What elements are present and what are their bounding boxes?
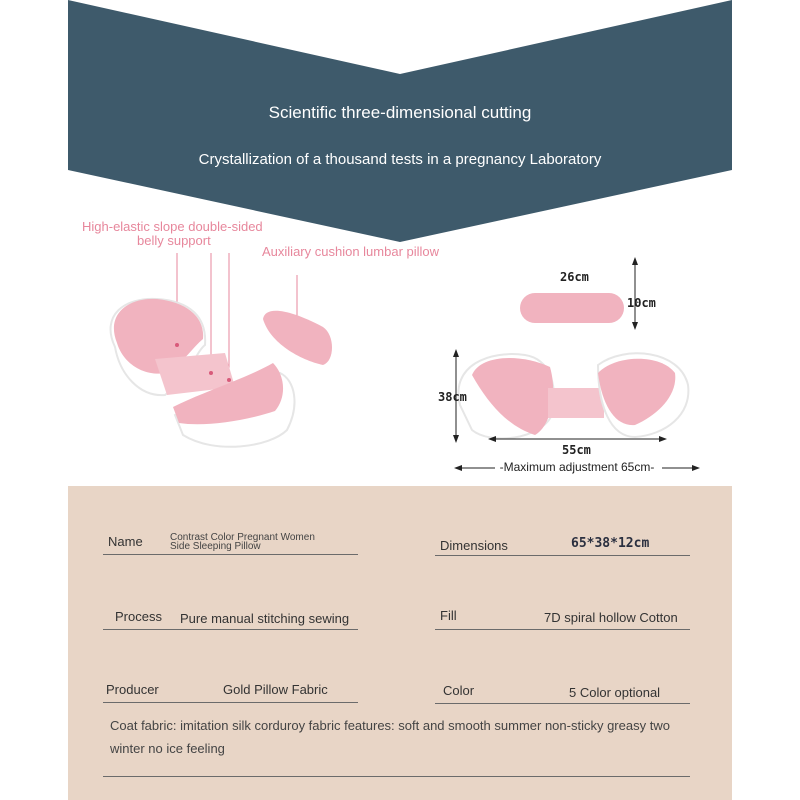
max-adjustment-label: -Maximum adjustment 65cm- — [499, 460, 655, 474]
color-value: 5 Color optional — [569, 685, 661, 700]
divider — [103, 776, 690, 777]
belly-support-annotation-line1: High-elastic slope double-sided — [82, 219, 263, 234]
name-label: Name — [108, 534, 143, 549]
fabric-description — [110, 714, 710, 760]
dimension-label-55cm: 55cm — [562, 443, 591, 457]
arrow-head — [453, 349, 459, 357]
fill-value: 7D spiral hollow Cotton — [544, 610, 678, 625]
producer-label: Producer — [106, 682, 159, 697]
lumbar-pillow — [263, 311, 332, 365]
pointer-dot — [175, 343, 179, 347]
dimensions-value: 65*38*12cm — [571, 536, 650, 551]
process-value: Pure manual stitching sewing — [180, 611, 350, 626]
banner-subtitle: Crystallization of a thousand tests in a pregnancy Laboratory — [198, 151, 602, 168]
divider — [435, 703, 690, 704]
dimensions-label: Dimensions — [440, 538, 508, 553]
arrow-head — [659, 436, 667, 442]
banner-title: Scientific three-dimensional cutting — [268, 103, 532, 122]
pillow-strap — [548, 388, 604, 418]
divider — [103, 554, 358, 555]
name-value-line2: Side Sleeping Pillow — [170, 541, 261, 552]
pointer-dot — [227, 378, 231, 382]
belly-support-annotation-line2: belly support — [137, 233, 211, 248]
pillow-illustration-left — [95, 235, 445, 465]
fabric-description-line1: Coat fabric: imitation silk corduroy fabric features: soft and smooth summer non-sticky greasy two — [110, 718, 670, 733]
dimension-label-26cm: 26cm — [560, 270, 589, 284]
lumbar-pillow-annotation: Auxiliary cushion lumbar pillow — [262, 244, 440, 259]
name-value-line1: Contrast Color Pregnant Women — [170, 532, 315, 543]
lumbar-pillow — [520, 293, 624, 323]
color-label: Color — [443, 683, 475, 698]
fabric-description-line2: winter no ice feeling — [110, 741, 225, 756]
divider — [103, 629, 358, 630]
divider — [435, 555, 690, 556]
producer-value: Gold Pillow Fabric — [223, 682, 328, 697]
divider — [435, 629, 690, 630]
pointer-dot — [209, 371, 213, 375]
dimension-label-38cm: 38cm — [438, 390, 467, 404]
process-label: Process — [115, 609, 162, 624]
arrow-head — [632, 257, 638, 265]
divider — [103, 702, 358, 703]
fill-label: Fill — [440, 608, 457, 623]
dimension-label-10cm: 10cm — [627, 296, 656, 310]
arrow-head — [453, 435, 459, 443]
arrow-head — [632, 322, 638, 330]
